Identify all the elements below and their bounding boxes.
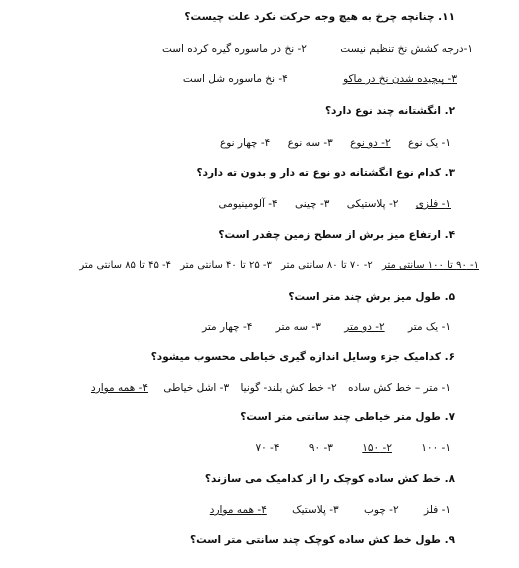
- question-8-options: [0, 503, 451, 517]
- question-3-options: [0, 197, 451, 211]
- question-5-options: [0, 320, 451, 334]
- question-11-title: ۱۱. چنانچه چرخ به هیچ وجه حرکت نکرد علت چیست؟: [184, 11, 455, 23]
- q7-option-4: ۴- ۷۰: [255, 442, 280, 454]
- q6-option-2: ۲- خط کش بلند- گونیا: [240, 382, 337, 394]
- q7-option-2: [362, 441, 392, 455]
- q2-option-1: ۱- یک نوع: [407, 137, 451, 149]
- q5-option-1: ۱- یک متر: [407, 321, 451, 333]
- q6-option-3: ۳- اشل خیاطی: [163, 382, 230, 394]
- q11-option-2: ۲- نخ در ماسوره گیره کرده است: [161, 43, 307, 55]
- q7-option-1: ۱- ۱۰۰: [421, 442, 451, 454]
- q11-option-4: ۴- نخ ماسوره شل است: [182, 73, 288, 85]
- question-6-options: [0, 381, 451, 395]
- q2-option-3: ۳- سه نوع: [287, 137, 333, 149]
- q4-option-2: ۲- ۷۰ تا ۸۰ سانتی متر: [281, 260, 373, 271]
- q4-option-3: ۳- ۲۵ تا ۴۰ سانتی متر: [180, 260, 272, 271]
- q3-option-4: ۴- آلومینیومی: [218, 198, 278, 210]
- question-6-title: ۶. کدامیک جزء وسایل اندازه گیری خیاطی محسوب میشود؟: [150, 351, 455, 363]
- q4-option-1: [382, 259, 479, 273]
- q5-option-2: [344, 320, 384, 334]
- question-2-title: ۲. انگشتانه چند نوع دارد؟: [324, 105, 455, 117]
- question-7-options: [0, 441, 451, 455]
- question-9-title: ۹. طول خط کش ساده کوچک چند سانتی متر است؟: [189, 534, 455, 546]
- q11-option-1: ۱-درجه کشش نخ تنظیم نیست: [340, 43, 473, 55]
- q5-option-4: ۴- چهار متر: [202, 321, 253, 333]
- q6-option-1: ۱- متر – خط کش ساده: [348, 382, 451, 394]
- question-11-options-row-2: [0, 72, 457, 86]
- q3-option-1: [416, 197, 451, 211]
- q2-option-2: [350, 136, 390, 150]
- q8-option-4: [210, 503, 267, 517]
- q6-option-4: [91, 381, 148, 395]
- question-4-options: [0, 259, 479, 273]
- q11-option-3-text: ۳- پیچیده شدن نخ در ماکو: [343, 73, 457, 85]
- q5-option-3: ۳- سه متر: [275, 321, 321, 333]
- q5-option-2-text: ۲- دو متر: [344, 321, 385, 333]
- question-8-title: ۸. خط کش ساده کوچک را از کدامیک می سازند؟: [204, 473, 455, 485]
- q3-option-1-text: ۱- فلزی: [415, 198, 451, 210]
- q8-option-2: ۲- چوب: [364, 504, 399, 516]
- q8-option-3: ۳- پلاستیک: [292, 504, 339, 516]
- q11-option-3: [343, 72, 457, 86]
- question-4-title: ۴. ارتفاع میز برش از سطح زمین چقدر است؟: [218, 229, 455, 241]
- q7-option-3: ۳- ۹۰: [308, 442, 333, 454]
- q8-option-1: ۱- فلز: [423, 504, 451, 516]
- q6-option-4-text: ۴- همه موارد: [90, 382, 149, 394]
- q8-option-4-text: ۴- همه موارد: [209, 504, 267, 516]
- q2-option-4: ۴- چهار نوع: [219, 137, 271, 149]
- q7-option-2-text: ۲- ۱۵۰: [362, 442, 392, 454]
- question-3-title: ۳. کدام نوع انگشتانه دو نوع ته دار و بدون ته دارد؟: [196, 167, 455, 179]
- q3-option-2: ۲- پلاستیکی: [346, 198, 399, 210]
- question-2-options: [0, 136, 451, 150]
- q4-option-4: ۴- ۴۵ تا ۸۵ سانتی متر: [79, 260, 172, 271]
- question-11-options-row-1: [0, 42, 473, 56]
- q4-option-1-text: ۱- ۹۰ تا ۱۰۰ سانتی متر: [381, 260, 479, 271]
- q2-option-2-text: ۲- دو نوع: [350, 137, 391, 149]
- question-5-title: ۵. طول میز برش چند متر است؟: [288, 291, 455, 303]
- question-7-title: ۷. طول متر خیاطی چند سانتی متر است؟: [240, 411, 455, 423]
- q3-option-3: ۳- چینی: [295, 198, 330, 210]
